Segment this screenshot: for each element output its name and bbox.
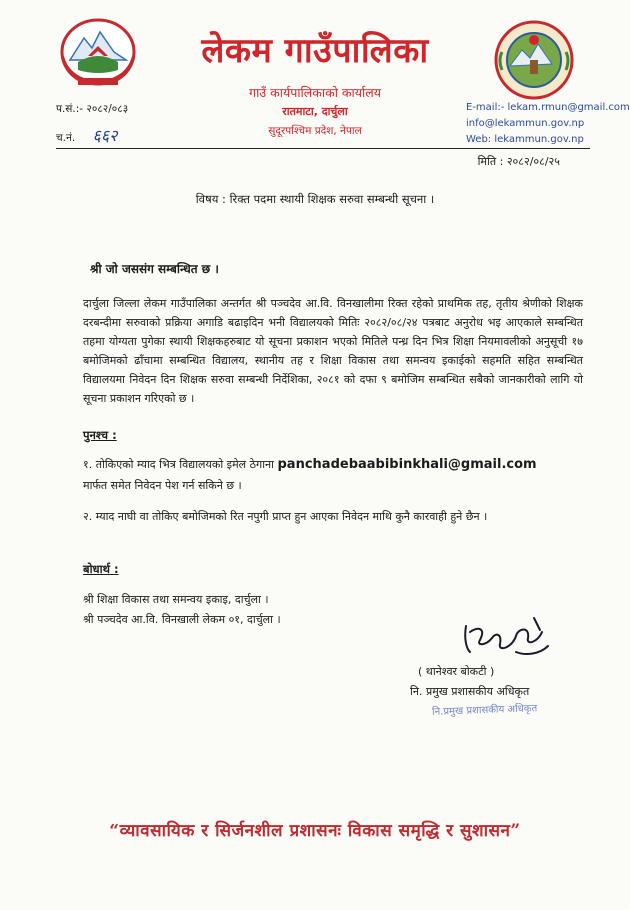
signatory-name: ( थानेश्वर बोकटी ) [418,665,495,678]
postscript-point-2: २. म्याद नाघी वा तोकिए बमोजिमको रित नपुगी प्राप्त हुन आएका निवेदन माथि कुनै कारवाही हुने छैन । [83,510,488,523]
signatory-designation: नि. प्रमुख प्रशासकीय अधिकृत [410,685,530,698]
cn-value: ६६२ [92,126,118,145]
point-1-prefix: १. तोकिएको म्याद भित्र विद्यालयको इमेल ठेगाना [83,458,274,471]
contact-email-1: E-mail:- lekam.rmun@gmail.com [466,102,630,113]
ps-reference [56,102,128,116]
contact-web: Web: lekammun.gov.np [466,134,584,145]
cc-recipient-1: श्री शिक्षा विकास तथा समन्वय इकाइ, दार्चुला । [83,593,269,606]
postscript-point-1 [83,454,583,496]
footer-slogan: “व्यावसायिक र सिर्जनशील प्रशासनः विकास समृद्धि र सुशासन” [109,821,521,841]
office-name: गाउँ कार्यपालिकाको कार्यालय [249,85,381,100]
ps-label: प.सं.:- [56,103,84,115]
ps-value: २०८२/०८३ [86,103,129,115]
bodhartha-heading: बोधार्थ : [83,562,119,576]
signature-scribble [456,612,556,664]
punascha-heading: पुनश्च : [83,428,117,442]
letter-salutation: श्री जो जससंग सम्बन्धित छ । [90,262,219,276]
contact-email-2: info@lekammun.gov.np [466,118,585,129]
header-divider [56,148,590,149]
letter-date: मिति : २०८२/०८/२५ [477,155,560,168]
official-stamp: नि.प्रमुख प्रशासकीय अधिकृत [431,703,538,718]
office-place: रातमाटा, दार्चुला [282,105,348,118]
cc-recipient-2: श्री पञ्चदेव आ.वि. विनखाली लेकम ०१, दार्चुला । [83,613,281,626]
letter-subject: विषय : रिक्त पदमा स्थायी शिक्षक सरुवा सम्बन्धी सूचना । [195,192,435,206]
letter-body: दार्चुला जिल्ला लेकम गाउँपालिका अन्तर्गत श्री पञ्चदेव आ.वि. विनखालीमा रिक्त रहेको प्राथमिक तह, तृतीय श्रेणीको शिक्षक दरबन्दीमा सरुवाको प्रक्रिया अगाडि बढाइदिन भनी विद्यालयको मितिः २०८२/०८/२४ पत्रबाट अनुरोध भइ आएकाले सम्बन्धित तहमा योग्यता पुगेका स्थायी शिक्षकहरुबाट यो सूचना प्रकाशन भएको मितिले पन्ध्र दिन भित्र शिक्षा नियमावलीको अनुसूची १७ बमोजिमको ढाँचामा सम्बन्धित विद्यालय, स्थानीय तह र शिक्षा विकास तथा समन्वय इकाईको सहमति सहित सम्बन्धित विद्यालयमा निवेदन दिन शिक्षक सरुवा सम्बन्धी निर्देशिका, २०८१ को दफा ९ बमोजिम सम्बन्धित सबैको जानकारीको लागि यो सूचना प्रकाशन गरिएको छ । [83,297,583,405]
cn-label: च.नं. [56,132,76,144]
point-1-suffix: मार्फत समेत निवेदन पेश गर्न सकिने छ । [83,479,242,492]
province-name: सुदूरपश्चिम प्रदेश, नेपाल [268,125,362,137]
school-email-link[interactable]: panchadebaabibinkhali@gmail.com [277,457,537,472]
municipality-title: लेकम गाउँपालिका [201,31,429,71]
cn-reference [56,124,117,146]
